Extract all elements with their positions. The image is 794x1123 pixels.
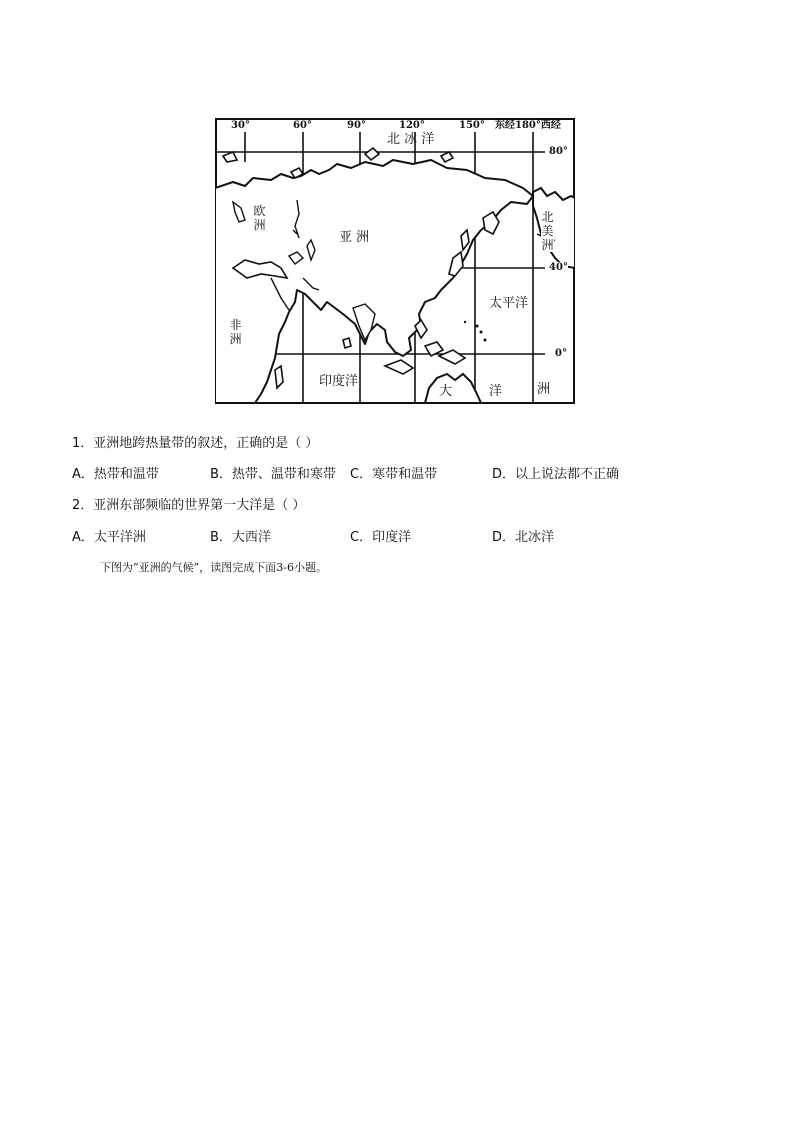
lon-120-label: 120° (399, 120, 425, 131)
question-2-option-b: B．大西洋 (210, 530, 271, 545)
lat-40-label: 40° (549, 262, 568, 273)
lat-80-label: 80° (549, 146, 568, 157)
sri-lanka (343, 338, 351, 348)
lon-90-label: 90° (347, 120, 366, 131)
question-2-option-d: D．北冰洋 (492, 530, 555, 545)
lon-30-label: 30° (231, 120, 250, 131)
lon-60-label: 60° (293, 120, 312, 131)
map-drawing (215, 118, 575, 404)
question-1-option-a: A．热带和温带 (72, 467, 159, 482)
question-1-option-b: B．热带、温带和寒带 (210, 467, 336, 482)
question-2-option-c: C．印度洋 (350, 530, 412, 545)
oceania-yang-label: 洋 (489, 384, 503, 399)
lat-0-label: 0° (555, 348, 567, 359)
asia-map (215, 118, 575, 404)
next-questions-intro: 下图为“亚洲的气候”，读图完成下面3-6小题。 (100, 561, 327, 574)
question-2: 2．亚洲东部频临的世界第一大洋是（ ） (72, 498, 306, 513)
east-west-180-label: 东经180°西经 (495, 120, 561, 131)
arctic-ocean-label: 北 冰 洋 (387, 132, 435, 147)
lon-150-label: 150° (459, 120, 485, 131)
north-america-label: 北美洲 (541, 210, 554, 252)
asia-label: 亚 洲 (339, 230, 370, 245)
question-1-option-c: C．寒带和温带 (350, 467, 438, 482)
europe-label: 欧洲 (253, 204, 266, 232)
oceania-da-label: 大 (439, 384, 453, 399)
question-1-option-d: D．以上说法都不正确 (492, 467, 620, 482)
question-1: 1．亚洲地跨热量带的叙述，正确的是（ ） (72, 436, 319, 451)
africa-label: 非洲 (229, 318, 242, 346)
pacific-ocean-label: 太平洋 (489, 296, 529, 311)
question-2-option-a: A．太平洋洲 (72, 530, 146, 545)
indian-ocean-label: 印度洋 (319, 374, 359, 389)
oceania-zhou-label: 洲 (537, 382, 551, 397)
